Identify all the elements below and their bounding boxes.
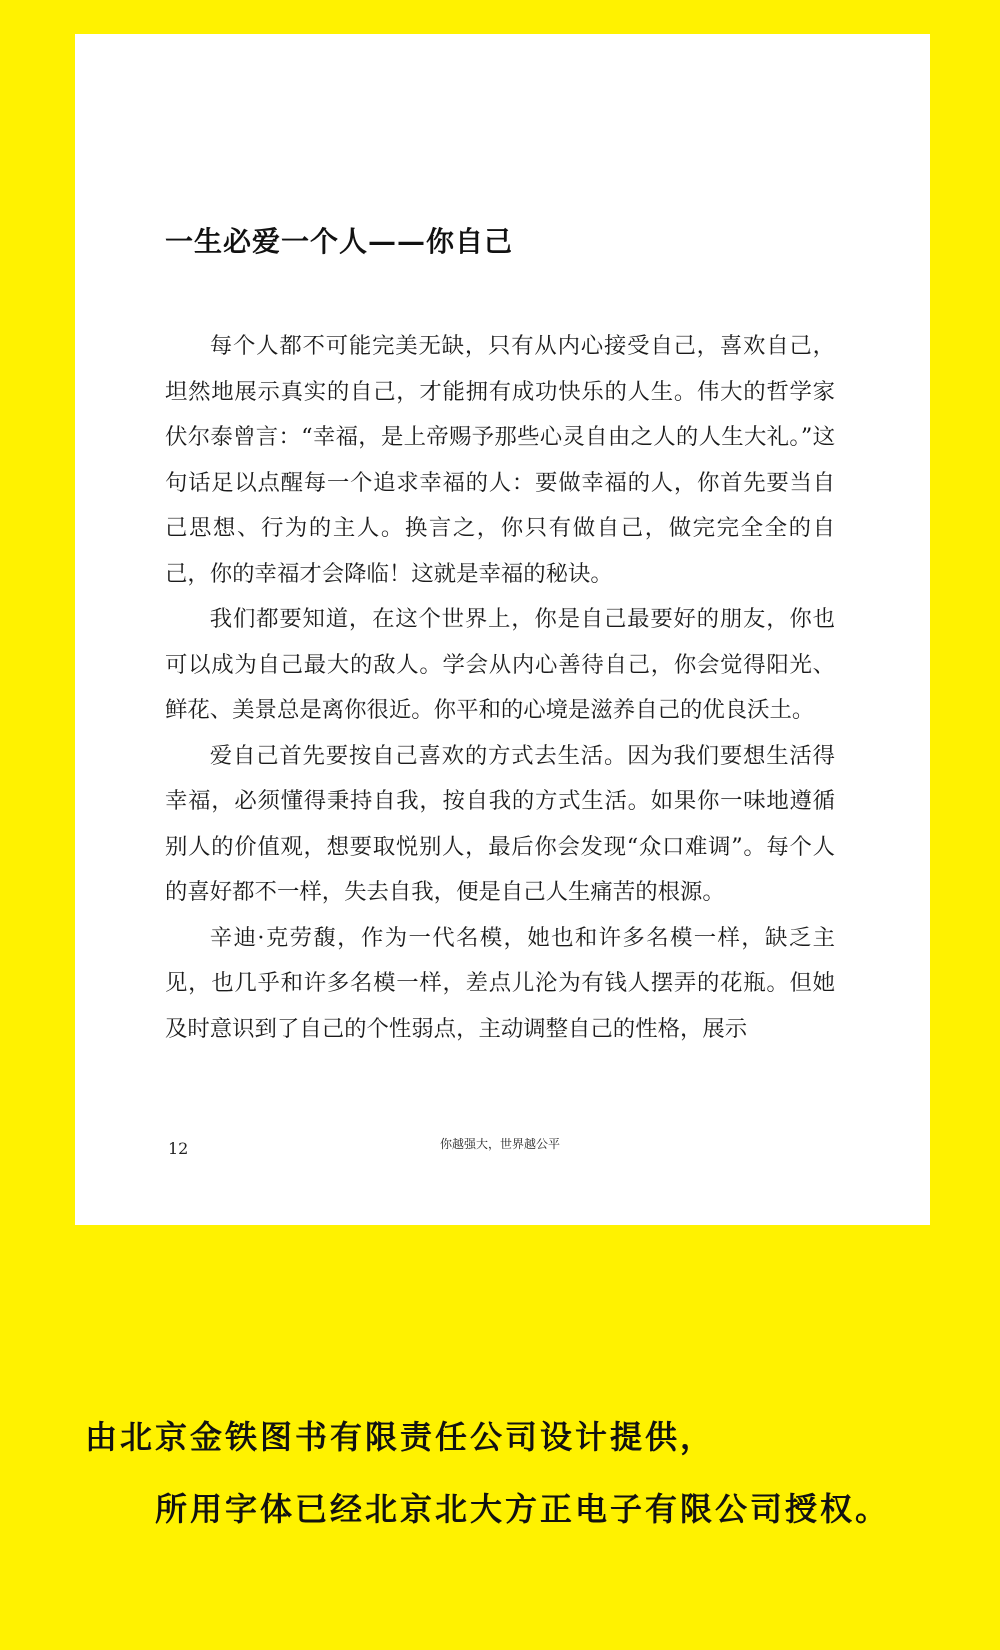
- chapter-title: 一生必爱一个人——你自己: [165, 225, 514, 258]
- paragraph: 我们都要知道，在这个世界上，你是自己最要好的朋友，你也可以成为自己最大的敌人。学会从内心善待自己，你会觉得阳光、鲜花、美景总是离你很近。你平和的心境是滋养自己的优良沃土。: [165, 606, 835, 723]
- running-footer: 你越强大，世界越公平: [440, 1137, 561, 1151]
- paragraph: 爱自己首先要按自己喜欢的方式去生活。因为我们要想生活得幸福，必须懂得秉持自我，按自我的方式生活。如果你一味地遵循别人的价值观，想要取悦别人，最后你会发现“众口难调”。每个人的喜好都不一样，失去自我，便是自己人生痛苦的根源。: [165, 742, 835, 905]
- paragraph: 辛迪·克劳馥，作为一代名模，她也和许多名模一样，缺乏主见，也几乎和许多名模一样，差点儿沦为有钱人摆弄的花瓶。但她及时意识到了自己的个性弱点，主动调整自己的性格，展示: [165, 924, 835, 1042]
- page-number: 12: [168, 1139, 189, 1158]
- book-page: [75, 34, 930, 1225]
- credit-line-publisher: 由北京金铁图书有限责任公司设计提供，: [85, 1418, 716, 1456]
- body-text: [165, 324, 835, 1052]
- paragraph: 每个人都不可能完美无缺，只有从内心接受自己，喜欢自己，坦然地展示真实的自己，才能拥有成功快乐的人生。伟大的哲学家伏尔泰曾言：“幸福，是上帝赐予那些心灵自由之人的人生大礼。”这句话足以点醒每一个追求幸福的人：要做幸福的人，你首先要当自己思想、行为的主人。换言之，你只有做自己，做完完全全的自己，你的幸福才会降临！这就是幸福的秘诀。: [165, 333, 835, 587]
- credit-line-font-license: 所用字体已经北京北大方正电子有限公司授权。: [155, 1490, 891, 1528]
